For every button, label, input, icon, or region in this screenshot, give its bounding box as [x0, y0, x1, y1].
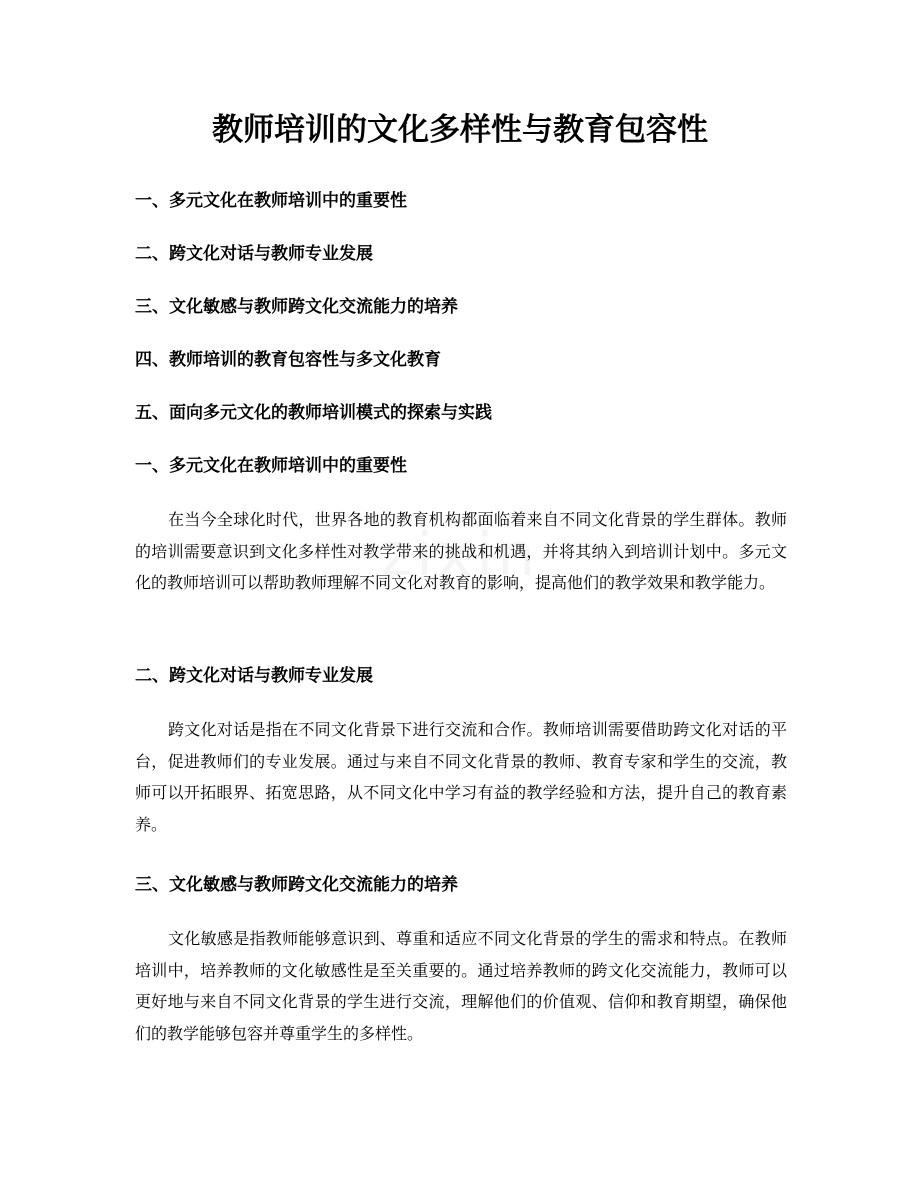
document-title: 教师培训的文化多样性与教育包容性	[212, 112, 708, 148]
section-heading: 一、多元文化在教师培训中的重要性	[135, 456, 407, 476]
section-1	[135, 449, 787, 599]
section-heading: 二、跨文化对话与教师专业发展	[135, 666, 373, 686]
toc-item-2: 二、跨文化对话与教师专业发展	[135, 244, 373, 264]
toc-item-3: 三、文化敏感与教师跨文化交流能力的培养	[135, 297, 458, 317]
toc-item-5: 五、面向多元文化的教师培训模式的探索与实践	[135, 403, 492, 423]
section-3	[135, 868, 787, 1049]
section-heading: 三、文化敏感与教师跨文化交流能力的培养	[135, 875, 458, 895]
table-of-contents	[135, 184, 795, 449]
section-paragraph: 在当今全球化时代，世界各地的教育机构都面临着来自不同文化背景的学生群体。教师的培训需要意识到文化多样性对教学带来的挑战和机遇，并将其纳入到培训计划中。多元文化的教师培训可以帮助教师理解不同文化对教育的影响，提高他们的教学效果和教学能力。	[135, 510, 787, 592]
toc-item-1: 一、多元文化在教师培训中的重要性	[135, 191, 407, 211]
section-paragraph: 跨文化对话是指在不同文化背景下进行交流和合作。教师培训需要借助跨文化对话的平台，促进教师们的专业发展。通过与来自不同文化背景的教师、教育专家和学生的交流，教师可以开拓眼界、拓宽思路，从不同文化中学习有益的教学经验和方法，提升自己的教育素养。	[135, 720, 787, 834]
section-paragraph: 文化敏感是指教师能够意识到、尊重和适应不同文化背景的学生的需求和特点。在教师培训中，培养教师的文化敏感性是至关重要的。通过培养教师的跨文化交流能力，教师可以更好地与来自不同文化背景的学生进行交流，理解他们的价值观、信仰和教育期望，确保他们的教学能够包容并尊重学生的多样性。	[135, 929, 787, 1043]
toc-item-4: 四、教师培训的教育包容性与多文化教育	[135, 350, 441, 370]
section-2	[135, 659, 787, 840]
